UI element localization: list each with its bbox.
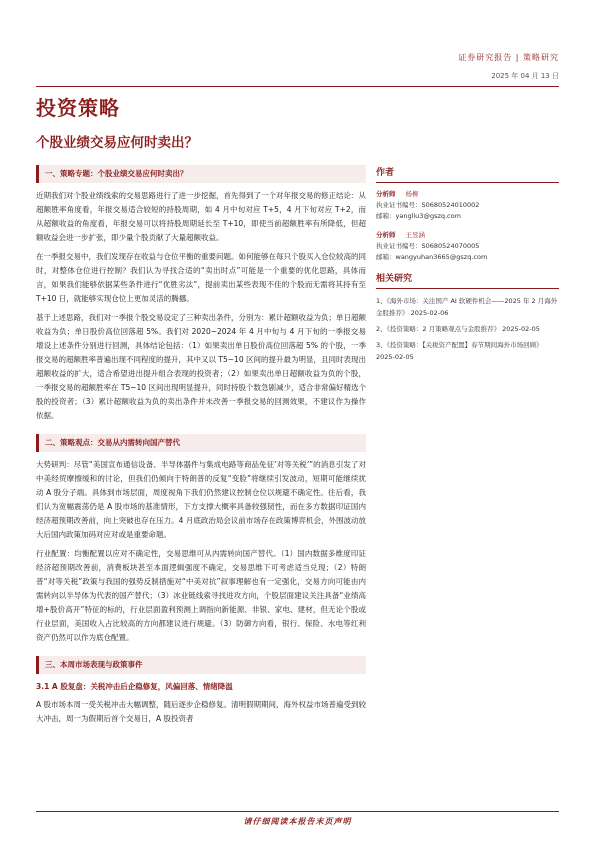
email-label: 邮箱： <box>376 212 396 220</box>
analyst-name: 王昱涵 <box>405 231 425 239</box>
analyst-email[interactable]: yangliu3@gszq.com <box>395 212 461 220</box>
report-header <box>458 52 559 81</box>
analyst-card <box>376 230 559 263</box>
report-date: 2025 年 04 月 13 日 <box>491 72 559 80</box>
section-1-paragraph-3: 基于上述思路，我们对一季报个股交易设定了三种卖出条件，分别为：累计超额收益为负；单日超额收益为负；单日股价高位回落超 5%。我们对 2020~2024 年 4 月中旬与 4 月下旬的一季报交易增设上述条件分别进行回测，具体结论包括：（1）如果卖出单日股价高位回落超 5% 的个股，一季报交易的超额胜率普遍出现不同程度的提升，其中又以 T5~10 区间的提升最为明显，且同时表现出超额收益的扩大，适合希望进出提升组合表现的投资者；（2）如果卖出单日超额收益为负的个股，一季报交易的超额胜率在 T5~10 区间出现明显提升，同时持股个数急剧减少，适合非常偏好精选个股的投资者；（3）累计超额收益为负的卖出条件并未改善一季报交易的回测效果，不建议作为操作依据。 <box>36 313 366 420</box>
header-divider <box>36 86 559 87</box>
section-3-heading: 三、本周市场表现与政策事件 <box>36 656 366 674</box>
analyst-role: 分析师 <box>376 190 396 198</box>
cert-number: S0680524070005 <box>421 242 480 250</box>
related-item[interactable]: 1、《海外市场：关注国产 AI 软硬件机会——2025 年 2 月海外金股推荐》 2025-02-06 <box>376 297 558 317</box>
sidebar <box>376 165 559 367</box>
analyst-role: 分析师 <box>376 231 396 239</box>
report-type: 投资策略 <box>36 96 120 120</box>
section-2-paragraph-1: 大势研判：尽管“美国宣布通信设备、半导体器件与集成电路等商品免征‘对等关税’”的消息引发了对中美经贸摩擦缓和的讨论，但我们仍倾向于特朗普的反复“变脸”将继续引发波动，短期可能继续扰动 A 股分子端。具体到市场层面，周度视角下我们仍然建议控制仓位以规避不确定性。往后看，我们认为宽幅震荡仍是 A 股市场的基准情形，下方支撑大概率具备较强韧性，而在多方数据印证国内经济超预期改善前，向上突破也存在压力。4 月底政治局会议前市场存在政策博弈机会，外围波动放大后国内政策加码对应对或是重要命题。 <box>36 460 366 539</box>
cert-label: 执业证书编号： <box>376 242 422 250</box>
analyst-card <box>376 189 559 222</box>
report-title: 个股业绩交易应何时卖出？ <box>36 135 198 151</box>
section-3-paragraph-1: A 股市场本周一受关税冲击大幅调整，随后逐步企稳修复。清明假期期间，海外权益市场普遍受到较大冲击，周一为假期后首个交易日，A 股投资者 <box>36 700 367 723</box>
footer-disclaimer: 请仔细阅读本报告末页声明 <box>243 817 352 826</box>
authors-heading: 作者 <box>376 165 559 183</box>
email-label: 邮箱： <box>376 253 396 261</box>
section-1-paragraph-2: 在一季报交易中，我们发现存在收益与仓位平衡的重要问题。如何能够在每只个股买入仓位较高的同时，对整体仓位进行控制？我们认为寻找合适的“卖出时点”可能是一个重要的优化思路，具体而言，如果我们能够依据某些条件进行“优胜劣汰”，提前卖出某些表现不佳的个股而无需将其持有至 T+10 日，就能够实现仓位上更加灵活的腾挪。 <box>36 252 366 303</box>
related-item[interactable]: 3、《投资策略：【关税资产配置】春节期间海外市场回顾》 2025-02-05 <box>376 341 543 361</box>
analyst-name: 杨柳 <box>405 190 419 198</box>
related-item[interactable]: 2、《投资策略：2 月策略观点与金股推荐》 2025-02-05 <box>376 325 540 333</box>
cert-label: 执业证书编号： <box>376 201 422 209</box>
breadcrumb: 证券研究报告 | 策略研究 <box>458 53 559 62</box>
footer-divider <box>36 811 559 812</box>
section-2-heading: 二、策略观点：交易从内需转向国产替代 <box>36 434 366 452</box>
main-content <box>36 165 366 731</box>
section-1-paragraph-1: 近期我们对个股业绩线索的交易思路进行了进一步挖掘，首先得到了一个对年报交易的修正结论：从超额胜率角度看，年报交易适合较短的持股周期，如 4 月中旬对应 T+5，4 月下旬对应 T+2，而从超额收益的角度看，年报交易可以将持股周期延长至 T+10，即使当前超额胜率有所降低，但超额收益会进一步扩张，即少量个股贡献了大量超额收益。 <box>36 191 366 242</box>
cert-number: S0680524010002 <box>421 201 480 209</box>
analyst-email[interactable]: wangyuhan3665@gszq.com <box>395 253 488 261</box>
section-2-paragraph-2: 行业配置：均衡配置以应对不确定性，交易思维可从内需转向国产替代。（1）国内数据多维度印证经济超预期改善前，消费板块甚至本面逻辑强度不确定，交易思维下可考虑适当兑现；（2）特朗普“对等关税”政策与我国的强势反制措施对“中美对抗”叙事理解也有一定强化，交易方向可能由内需转向以半导体为代表的国产替代；（3）冰业链线索寻找进攻方向，个股层面建议关注具备“业绩高增+股价高开”特征的标的，行业层面盈利预测上调指向新能源、非银、家电、建材，但无论个股或行业层面，美国收入占比较高的方向都建议进行规避。（3）防御方向看，银行、保险、水电等红利资产仍然可以作为底仓配置。 <box>36 549 366 642</box>
related-research-heading: 相关研究 <box>376 271 559 289</box>
section-1-heading: 一、策略专题：个股业绩交易应何时卖出？ <box>36 165 366 183</box>
section-3-subheading: 3.1 A 股复盘：关税冲击后企稳修复，风偏回落、情绪降温 <box>36 682 233 691</box>
